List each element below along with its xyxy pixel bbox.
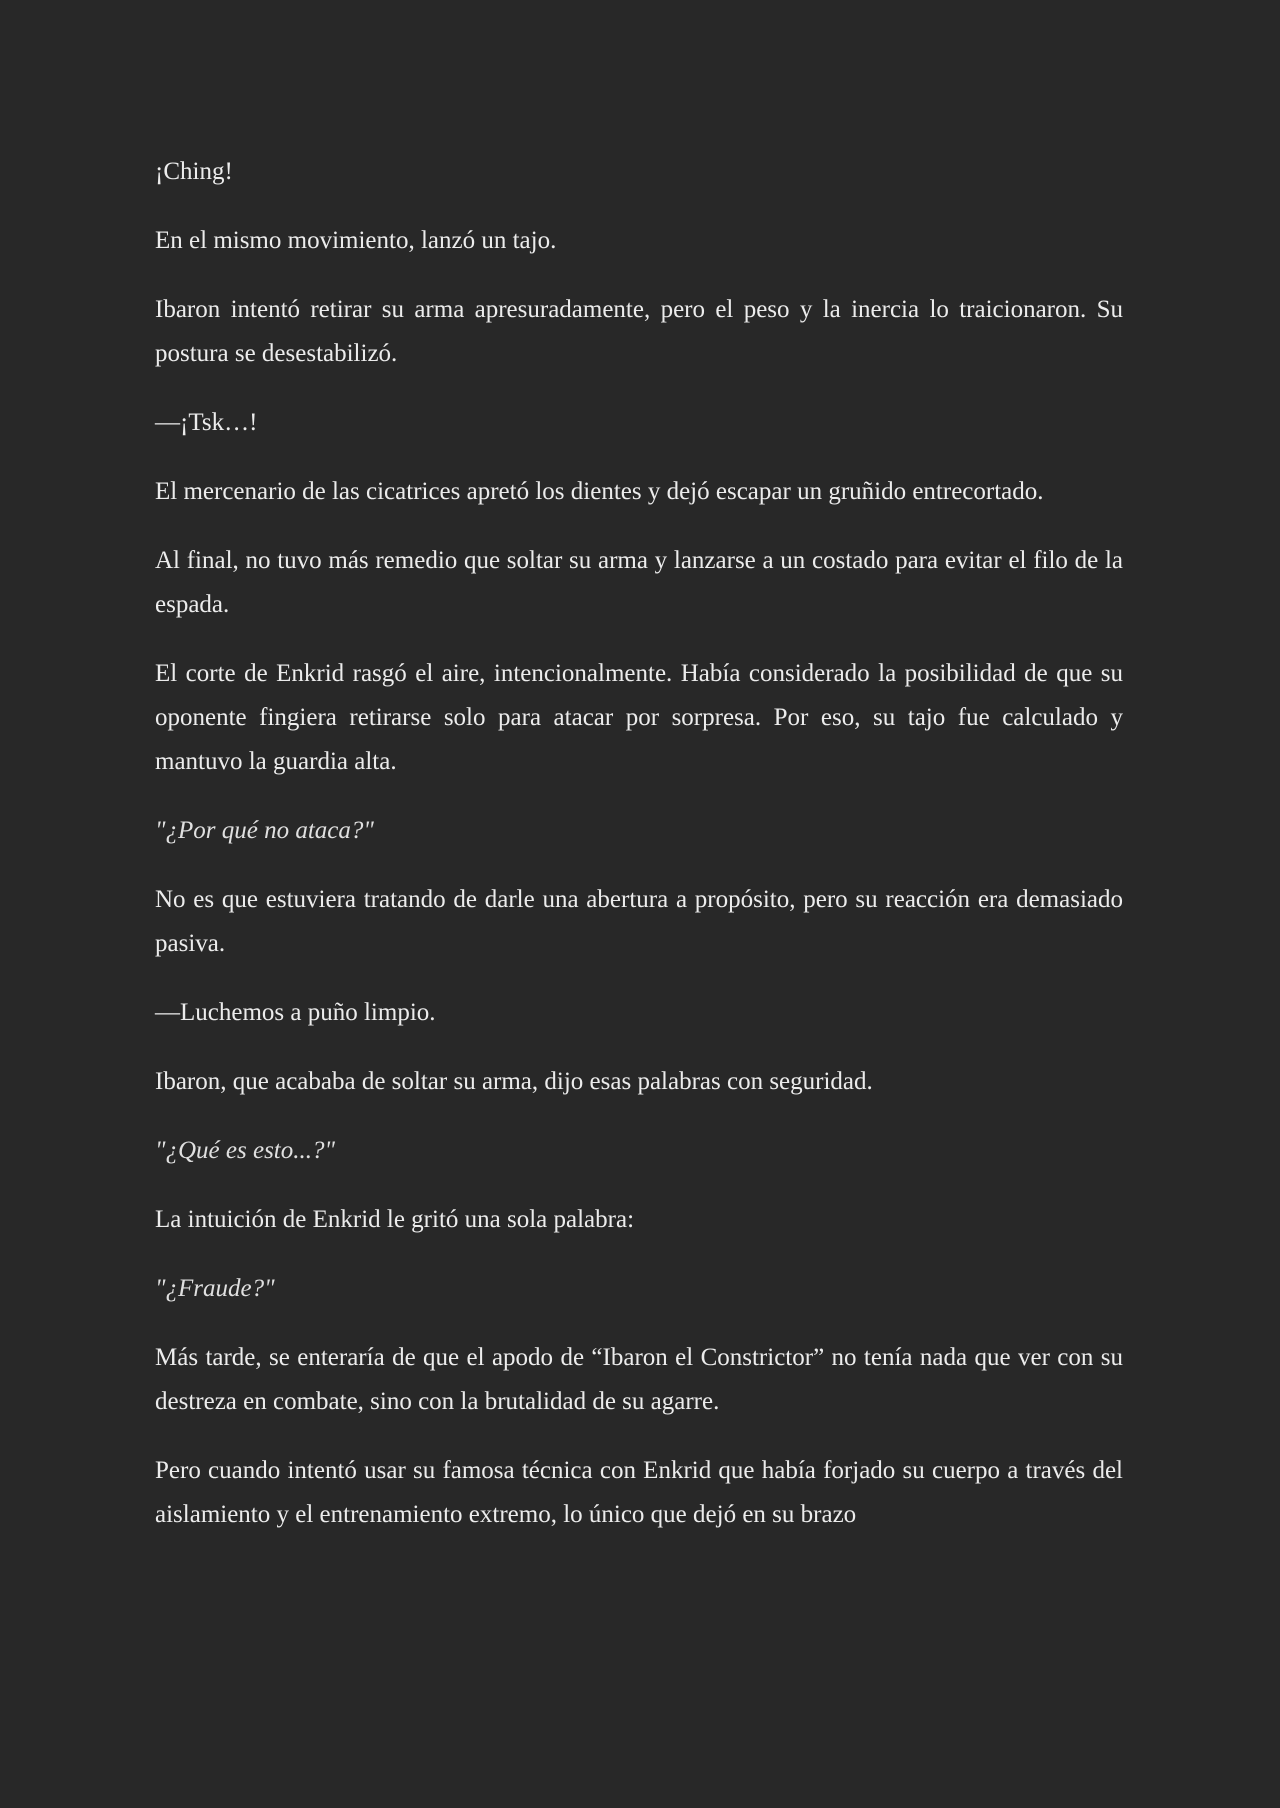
paragraph: La intuición de Enkrid le gritó una sola palabra: <box>155 1206 635 1233</box>
paragraph: No es que estuviera tratando de darle una abertura a propósito, pero su reacción era demasiado pasiva. <box>155 886 1123 957</box>
dialogue-line: —¡Tsk…! <box>155 409 258 436</box>
paragraph: En el mismo movimiento, lanzó un tajo. <box>155 227 557 254</box>
paragraph: Al final, no tuvo más remedio que soltar su arma y lanzarse a un costado para evitar el filo de la espada. <box>155 547 1123 618</box>
inner-thought: "¿Por qué no ataca?" <box>155 817 374 844</box>
paragraph: ¡Ching! <box>155 158 233 185</box>
paragraph: Ibaron, que acababa de soltar su arma, dijo esas palabras con seguridad. <box>155 1068 873 1095</box>
paragraph: Más tarde, se enteraría de que el apodo de “Ibaron el Constrictor” no tenía nada que ver con su destreza en combate, sino con la brutalidad de su agarre. <box>155 1344 1123 1415</box>
paragraph: El corte de Enkrid rasgó el aire, intencionalmente. Había considerado la posibilidad de que su oponente fingiera retirarse solo para atacar por sorpresa. Por eso, su tajo fue calculado y mantuvo la guardia alta. <box>155 660 1123 775</box>
inner-thought: "¿Fraude?" <box>155 1275 275 1302</box>
inner-thought: "¿Qué es esto...?" <box>155 1137 335 1164</box>
paragraph: Pero cuando intentó usar su famosa técnica con Enkrid que había forjado su cuerpo a través del aislamiento y el entrenamiento extremo, lo único que dejó en su brazo <box>155 1457 1123 1528</box>
paragraph: Ibaron intentó retirar su arma apresuradamente, pero el peso y la inercia lo traicionaron. Su postura se desestabilizó. <box>155 296 1123 367</box>
paragraph: El mercenario de las cicatrices apretó los dientes y dejó escapar un gruñido entrecortado. <box>155 478 1044 505</box>
reader-page <box>155 150 1123 1562</box>
dialogue-line: —Luchemos a puño limpio. <box>155 999 436 1026</box>
